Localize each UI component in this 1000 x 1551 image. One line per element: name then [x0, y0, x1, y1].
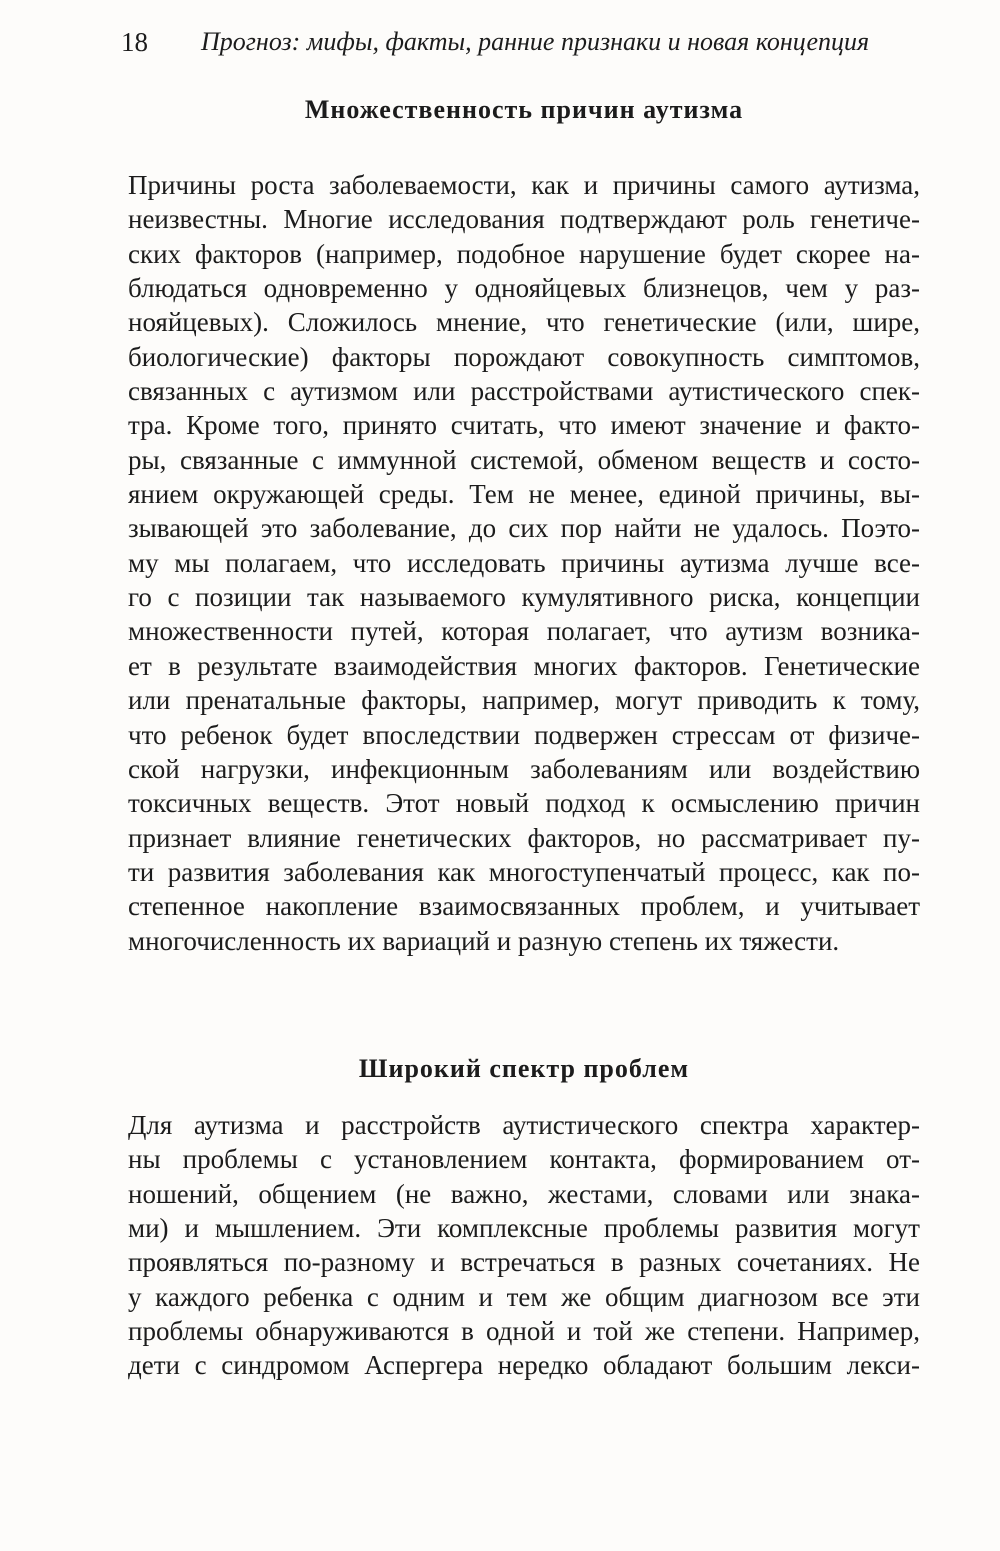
text-line: многочисленность их вариаций и разную степень их тяжести. — [128, 925, 840, 956]
text-line: множественности путей, которая полагает, что аутизм возника- — [128, 616, 920, 647]
text-line: ти развития заболевания как многоступенчатый процесс, как по- — [128, 856, 920, 887]
running-title: Прогноз: мифы, факты, ранние признаки и новая концепция — [201, 27, 870, 56]
text-line: что ребенок будет впоследствии подвержен стрессам от физиче- — [128, 719, 920, 750]
text-line: степенное накопление взаимосвязанных проблем, и учитывает — [128, 891, 920, 922]
text-line: токсичных веществ. Этот новый подход к осмыслению причин — [128, 788, 920, 819]
text-line: ми) и мышлением. Эти комплексные проблемы развития могут — [128, 1213, 920, 1244]
text-line: дети с синдромом Аспергера нередко обладают большим лекси- — [128, 1350, 920, 1381]
text-line: зывающей это заболевание, до сих пор найти не удалось. Поэто- — [128, 513, 920, 544]
running-head — [121, 25, 871, 59]
text-line: ских факторов (например, подобное нарушение будет скорее на- — [128, 238, 920, 269]
text-line: проявляться по-разному и встречаться в разных сочетаниях. Не — [128, 1247, 920, 1278]
text-line: го с позиции так называемого кумулятивного риска, концепции — [128, 582, 920, 613]
text-line: биологические) факторы порождают совокупность симптомов, — [128, 341, 920, 372]
text-line: Для аутизма и расстройств аутистического спектра характер- — [128, 1110, 920, 1140]
section-heading-causes: Множественность причин аутизма — [304, 95, 744, 124]
text-line: тра. Кроме того, принято считать, что имеют значение и факто- — [128, 410, 920, 441]
text-line: ношений, общением (не важно, жестами, словами или знака- — [128, 1178, 920, 1209]
text-line: признает влияние генетических факторов, но рассматривает пу- — [128, 822, 920, 853]
text-line: нояйцевых). Сложилось мнение, что генетические (или, шире, — [128, 307, 920, 338]
text-line: у каждого ребенка с одним и тем же общим диагнозом все эти — [128, 1281, 920, 1312]
text-line: ры, связанные с иммунной системой, обменом веществ и состо- — [128, 444, 920, 475]
text-line: неизвестны. Многие исследования подтверждают роль генетиче- — [128, 204, 920, 235]
section-heading-spectrum: Широкий спектр проблем — [358, 1054, 690, 1083]
text-line: ской нагрузки, инфекционным заболеваниям или воздействию — [128, 753, 920, 784]
text-line: или пренатальные факторы, например, могут приводить к тому, — [128, 685, 920, 716]
text-line: проблемы обнаруживаются в одной и той же степени. Например, — [128, 1316, 920, 1347]
text-line: ны проблемы с установлением контакта, формированием от- — [128, 1144, 920, 1175]
text-line: блюдаться одновременно у однояйцевых близнецов, чем у раз- — [128, 273, 920, 304]
paragraph-spectrum — [128, 1108, 920, 1383]
page-number: 18 — [121, 27, 148, 57]
text-line: связанных с аутизмом или расстройствами аутистического спек- — [128, 376, 920, 407]
text-line: Причины роста заболеваемости, как и причины самого аутизма, — [128, 170, 920, 200]
text-line: ет в результате взаимодействия многих факторов. Генетические — [128, 650, 920, 681]
paragraph-causes — [128, 168, 920, 958]
text-line: му мы полагаем, что исследовать причины аутизма лучше все- — [128, 547, 920, 578]
text-line: янием окружающей среды. Тем не менее, единой причины, вы- — [128, 479, 920, 510]
